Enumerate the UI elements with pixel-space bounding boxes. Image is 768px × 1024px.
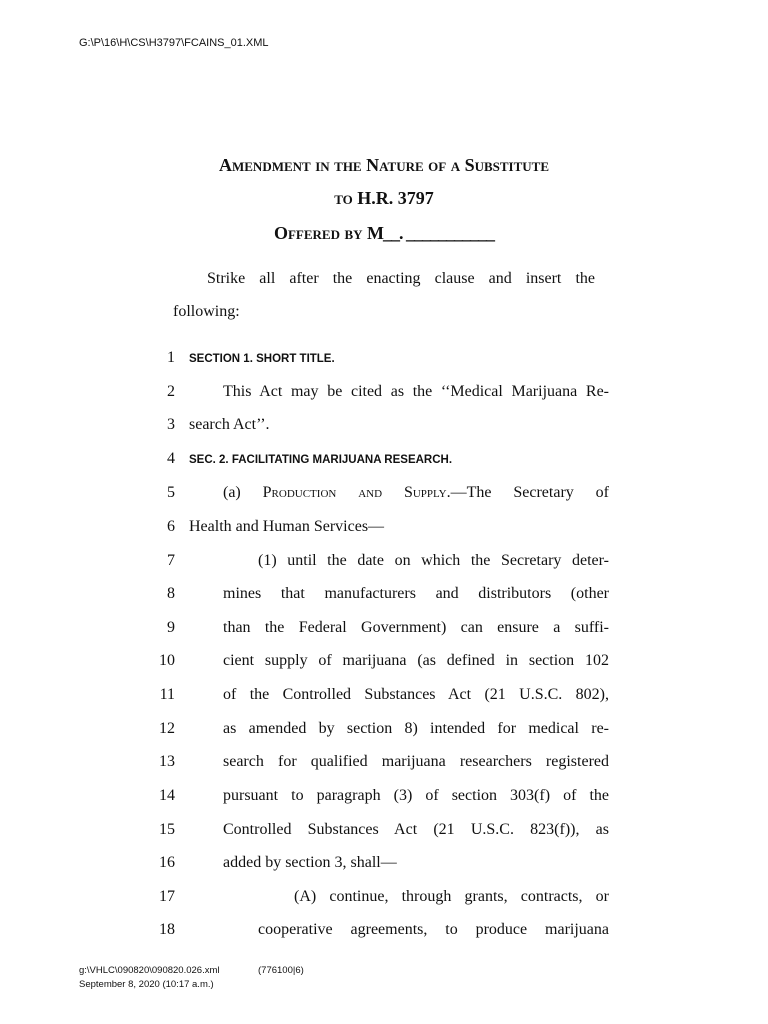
line-number: 14 — [159, 787, 175, 804]
line-number: 8 — [167, 585, 175, 602]
line-text: This Act may be cited as the ‘‘Medical Marijuana Re- — [223, 383, 609, 400]
footer-timestamp: September 8, 2020 (10:17 a.m.) — [79, 979, 214, 990]
line-number: 18 — [159, 921, 175, 938]
offered-by-label: Offered by — [273, 223, 363, 243]
subsection-heading-line: (a) Production and Supply.—The Secretary of — [223, 484, 609, 501]
section-heading: SEC. 2. FACILITATING MARIJUANA RESEARCH. — [189, 454, 453, 466]
document-line — [0, 416, 768, 438]
line-number: 15 — [159, 821, 175, 838]
line-text: added by section 3, shall— — [223, 854, 397, 871]
line-text: search Act’’. — [189, 416, 270, 433]
line-number: 5 — [167, 484, 175, 501]
line-text: cooperative agreements, to produce marijuana — [258, 921, 609, 938]
line-text: (A) continue, through grants, contracts, or — [294, 888, 609, 905]
line-number: 4 — [167, 450, 175, 467]
bill-number: H.R. 3797 — [357, 188, 434, 208]
footer-file-path: g:\VHLC\090820\090820.026.xml — [79, 965, 220, 976]
line-number: 12 — [159, 720, 175, 737]
document-line — [0, 619, 768, 641]
line-text: as amended by section 8) intended for medical re- — [223, 720, 609, 737]
line-number: 7 — [167, 552, 175, 569]
line-text: (1) until the date on which the Secretary deter- — [258, 552, 609, 569]
intro-text-line-1: Strike all after the enacting clause and insert the — [207, 270, 595, 287]
line-number: 9 — [167, 619, 175, 636]
document-line — [0, 720, 768, 742]
offered-by-blank: M__. ___________ — [367, 223, 495, 243]
document-line — [0, 349, 768, 371]
title-to: to — [334, 188, 353, 208]
line-text: Health and Human Services— — [189, 518, 385, 535]
line-text: search for qualified marijuana researchers registered — [223, 753, 609, 770]
line-text: mines that manufacturers and distributors (other — [223, 585, 609, 602]
document-line — [0, 484, 768, 506]
document-line — [0, 787, 768, 809]
line-number: 16 — [159, 854, 175, 871]
intro-text-line-2: following: — [173, 303, 240, 320]
document-line — [0, 753, 768, 775]
document-line — [0, 854, 768, 876]
line-number: 3 — [167, 416, 175, 433]
line-text: cient supply of marijuana (as defined in section 102 — [223, 652, 609, 669]
section-heading: SECTION 1. SHORT TITLE. — [189, 353, 335, 365]
document-line — [0, 383, 768, 405]
line-number: 10 — [159, 652, 175, 669]
document-line — [0, 921, 768, 943]
document-line — [0, 450, 768, 472]
document-line — [0, 518, 768, 540]
offered-by-line — [0, 223, 768, 244]
document-line — [0, 888, 768, 910]
line-text: than the Federal Government) can ensure a suffi- — [223, 619, 609, 636]
subsection-heading: Production and Supply — [262, 484, 447, 501]
line-text: pursuant to paragraph (3) of section 303(f) of the — [223, 787, 609, 804]
document-line — [0, 686, 768, 708]
line-number: 6 — [167, 518, 175, 535]
line-text: of the Controlled Substances Act (21 U.S.C. 802), — [223, 686, 609, 703]
line-number: 11 — [159, 686, 175, 703]
document-file-path: G:\P\16\H\CS\H3797\FCAINS_01.XML — [79, 37, 269, 49]
footer-doc-code: (776100|6) — [258, 965, 304, 976]
document-line — [0, 821, 768, 843]
line-number: 17 — [159, 888, 175, 905]
line-number: 1 — [167, 349, 175, 366]
document-line — [0, 652, 768, 674]
document-line — [0, 552, 768, 574]
line-text: Controlled Substances Act (21 U.S.C. 823(f)), as — [223, 821, 609, 838]
line-number: 2 — [167, 383, 175, 400]
document-title: Amendment in the Nature of a Substitute — [218, 155, 550, 175]
document-title-bill — [0, 188, 768, 209]
line-number: 13 — [159, 753, 175, 770]
document-line — [0, 585, 768, 607]
